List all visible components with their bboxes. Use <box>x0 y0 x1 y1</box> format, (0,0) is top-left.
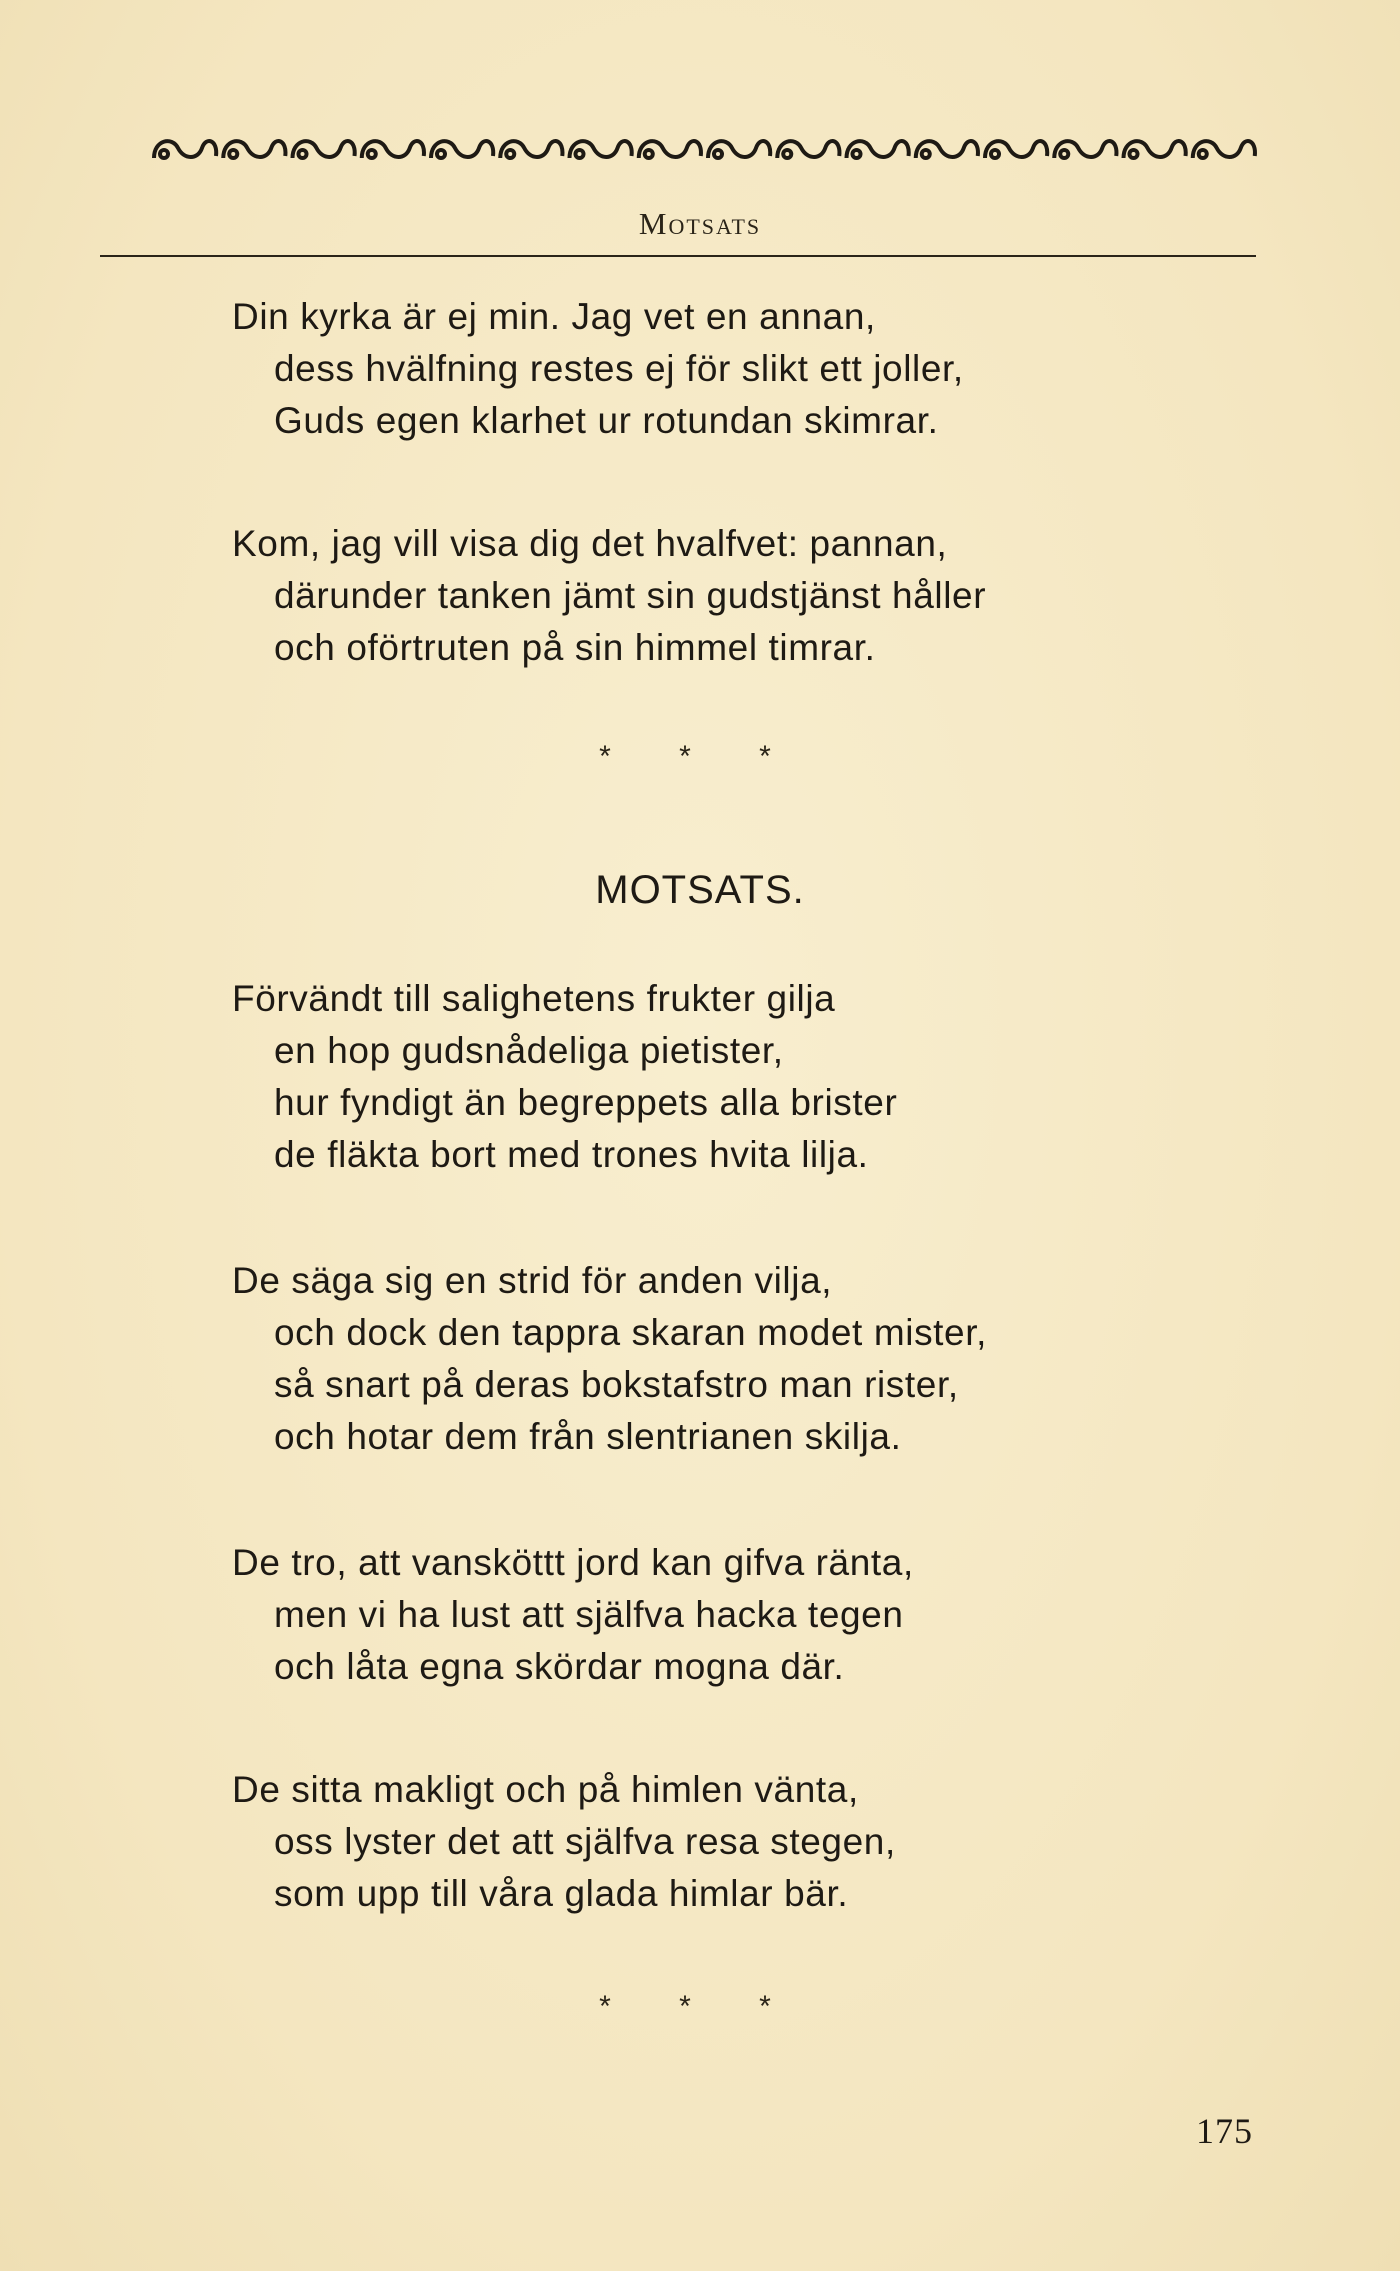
verse-line: en hop gudsnådeliga pietister, <box>274 1030 784 1071</box>
verse-line: och dock den tappra skaran modet mister, <box>274 1312 987 1353</box>
previous-stanza-2 <box>232 518 986 674</box>
poem-stanza-1 <box>232 973 897 1181</box>
verse-line: och hotar dem från slentrianen skilja. <box>274 1416 902 1457</box>
verse-line: och låta egna skördar mogna där. <box>274 1646 845 1687</box>
verse-line: så snart på deras bokstafstro man rister, <box>274 1364 959 1405</box>
poem-stanza-3 <box>232 1537 914 1693</box>
section-separator: * * * <box>599 740 801 773</box>
verse-line: oss lyster det att själfva resa stegen, <box>274 1821 896 1862</box>
section-separator: * * * <box>599 1990 801 2023</box>
verse-line: Förvändt till salighetens frukter gilja <box>232 978 836 1019</box>
ornament-curl <box>160 150 168 158</box>
verse-line: hur fyndigt än begreppets alla brister <box>274 1082 898 1123</box>
verse-line: och oförtruten på sin himmel timrar. <box>274 627 876 668</box>
verse-line: de fläkta bort med trones hvita lilja. <box>274 1134 869 1175</box>
ornament-curl <box>1130 150 1138 158</box>
verse-line: dess hvälfning restes ej för slikt ett joller, <box>274 348 964 389</box>
ornament-curl <box>576 150 584 158</box>
ornament-curl <box>783 150 791 158</box>
poem-stanza-4 <box>232 1764 896 1920</box>
verse-line: Kom, jag vill visa dig det hvalfvet: pannan, <box>232 523 948 564</box>
header-rule <box>100 255 1256 257</box>
verse-line: De sitta makligt och på himlen vänta, <box>232 1769 859 1810</box>
verse-line: därunder tanken jämt sin gudstjänst håller <box>274 575 987 616</box>
previous-stanza-1 <box>232 291 964 447</box>
running-title: Motsats <box>638 206 762 241</box>
verse-line: Guds egen klarhet ur rotundan skimrar. <box>274 400 939 441</box>
ornament-curl <box>368 150 376 158</box>
ornament-curl <box>645 150 653 158</box>
ornament-curl <box>506 150 514 158</box>
ornament-curl <box>853 150 861 158</box>
ornament-curl <box>229 150 237 158</box>
ornament-curl <box>714 150 722 158</box>
ornament-curl <box>991 150 999 158</box>
verse-line: som upp till våra glada himlar bär. <box>274 1873 849 1914</box>
ornament-curl <box>1060 150 1068 158</box>
ornament-curl <box>1199 150 1207 158</box>
ornament-curl <box>299 150 307 158</box>
ornament-curl <box>437 150 445 158</box>
poem-title: MOTSATS. <box>595 868 805 912</box>
verse-line: men vi ha lust att själfva hacka tegen <box>274 1594 904 1635</box>
page-number: 175 <box>1196 2111 1253 2151</box>
ornament-curl <box>922 150 930 158</box>
verse-line: De tro, att vansköttt jord kan gifva ränta, <box>232 1542 914 1583</box>
scroll-wave-ornament-icon <box>150 128 1258 172</box>
verse-line: Din kyrka är ej min. Jag vet en annan, <box>232 296 876 337</box>
verse-line: De säga sig en strid för anden vilja, <box>232 1260 833 1301</box>
poem-stanza-2 <box>232 1255 987 1463</box>
